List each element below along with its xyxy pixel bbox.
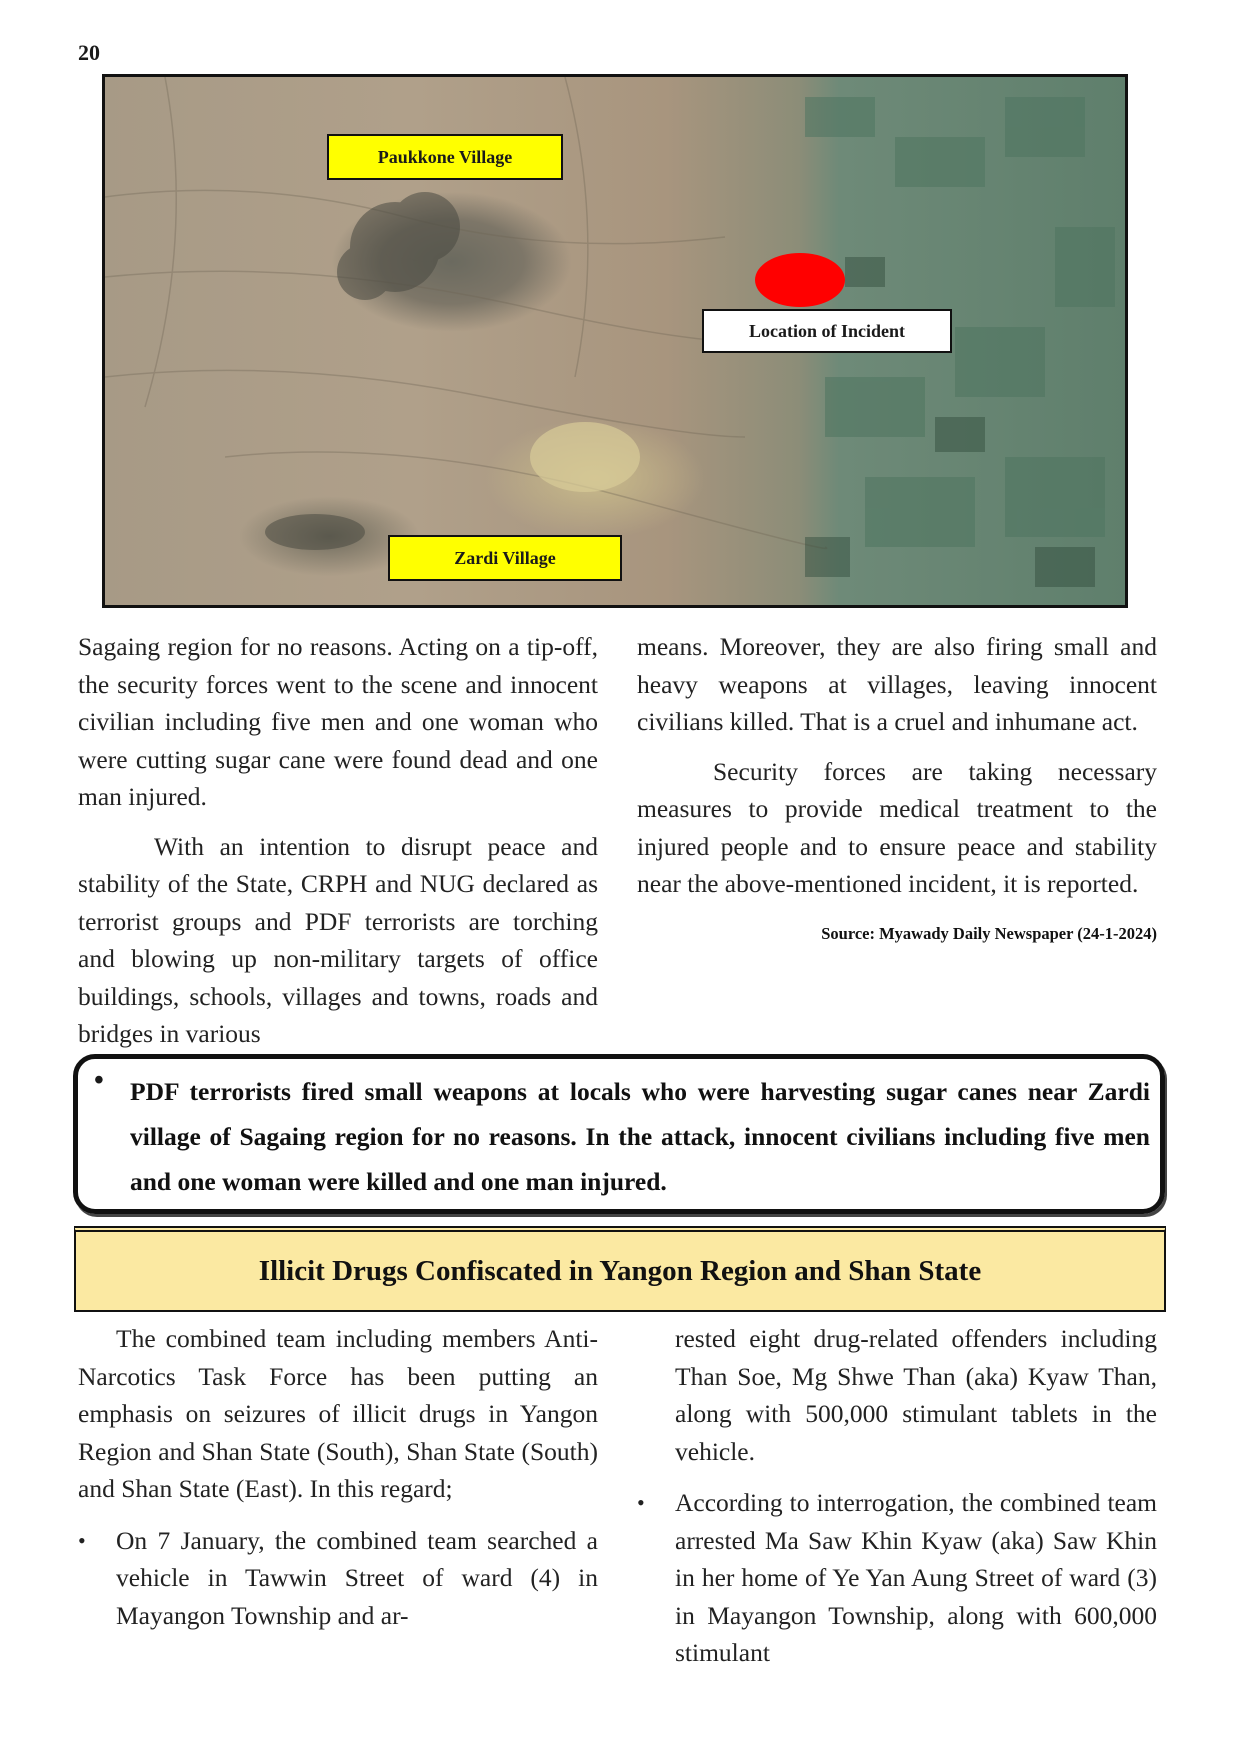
list-item <box>78 1522 598 1635</box>
article-right-column <box>637 628 1157 945</box>
article-paragraph: Security forces are taking necessary measures to provide medical treatment to the injured people and to ensure peace and stability near the above-mentioned incident, it is reported. <box>637 756 1157 898</box>
page-number: 20 <box>78 40 100 65</box>
article-left-column <box>78 628 598 1053</box>
list-item-continuation: rested eight drug-related offenders including Than Soe, Mg Shwe Than (aka) Kyaw Than, along with 500,000 stimulant tablets in the vehicle. <box>675 1324 1157 1466</box>
bullet-list <box>78 1522 598 1635</box>
list-item <box>637 1484 1157 1672</box>
section-heading: Illicit Drugs Confiscated in Yangon Region and Shan State <box>74 1226 1166 1312</box>
article-paragraph: Sagaing region for no reasons. Acting on a tip-off, the security forces went to the scene and innocent civilian including five men and one woman who were cutting sugar cane were found dead and one man injured. <box>78 632 598 811</box>
article-paragraph: With an intention to disrupt peace and stability of the State, CRPH and NUG declared as terrorist groups and PDF terrorists are torching and blowing up non-military targets of office buildings, schools, villages and towns, roads and bridges in various <box>78 831 598 1048</box>
section2-intro: The combined team including members Anti-Narcotics Task Force has been putting an emphasis on seizures of illicit drugs in Yangon Region and Shan State (South), Shan State (South) and Shan State (East). In this regard; <box>78 1324 598 1503</box>
list-item-text: On 7 January, the combined team searched a vehicle in Tawwin Street of ward (4) in Mayangon Township and ar- <box>116 1525 598 1630</box>
zardi-village-label: Zardi Village <box>388 535 622 581</box>
summary-box <box>73 1054 1165 1214</box>
incident-marker <box>755 253 845 307</box>
paukkone-village-label: Paukkone Village <box>327 134 563 180</box>
bullet-list <box>637 1484 1157 1672</box>
section2-right-column <box>637 1320 1157 1672</box>
bullet-icon: • <box>637 1490 645 1515</box>
map-terrain <box>105 77 1125 605</box>
article-paragraph: means. Moreover, they are also firing small and heavy weapons at villages, leaving innocent civilians killed. That is a cruel and inhumane act. <box>637 632 1157 736</box>
satellite-map <box>102 74 1128 608</box>
bullet-icon: • <box>78 1527 86 1553</box>
source-citation: Source: Myawady Daily Newspaper (24-1-2024) <box>821 923 1157 943</box>
bullet-icon: • <box>94 1065 104 1096</box>
incident-location-label: Location of Incident <box>702 309 952 353</box>
summary-text: PDF terrorists fired small weapons at locals who were harvesting sugar canes near Zardi village of Sagaing region for no reasons. In the attack, innocent civilians including five men and one woman were killed and one man injured. <box>130 1077 1150 1196</box>
list-item-text: According to interrogation, the combined team arrested Ma Saw Khin Kyaw (aka) Saw Khin in her home of Ye Yan Aung Street of ward (3) in Mayangon Township, along with 600,000 stimulant <box>675 1488 1157 1667</box>
section2-left-column <box>78 1320 598 1634</box>
